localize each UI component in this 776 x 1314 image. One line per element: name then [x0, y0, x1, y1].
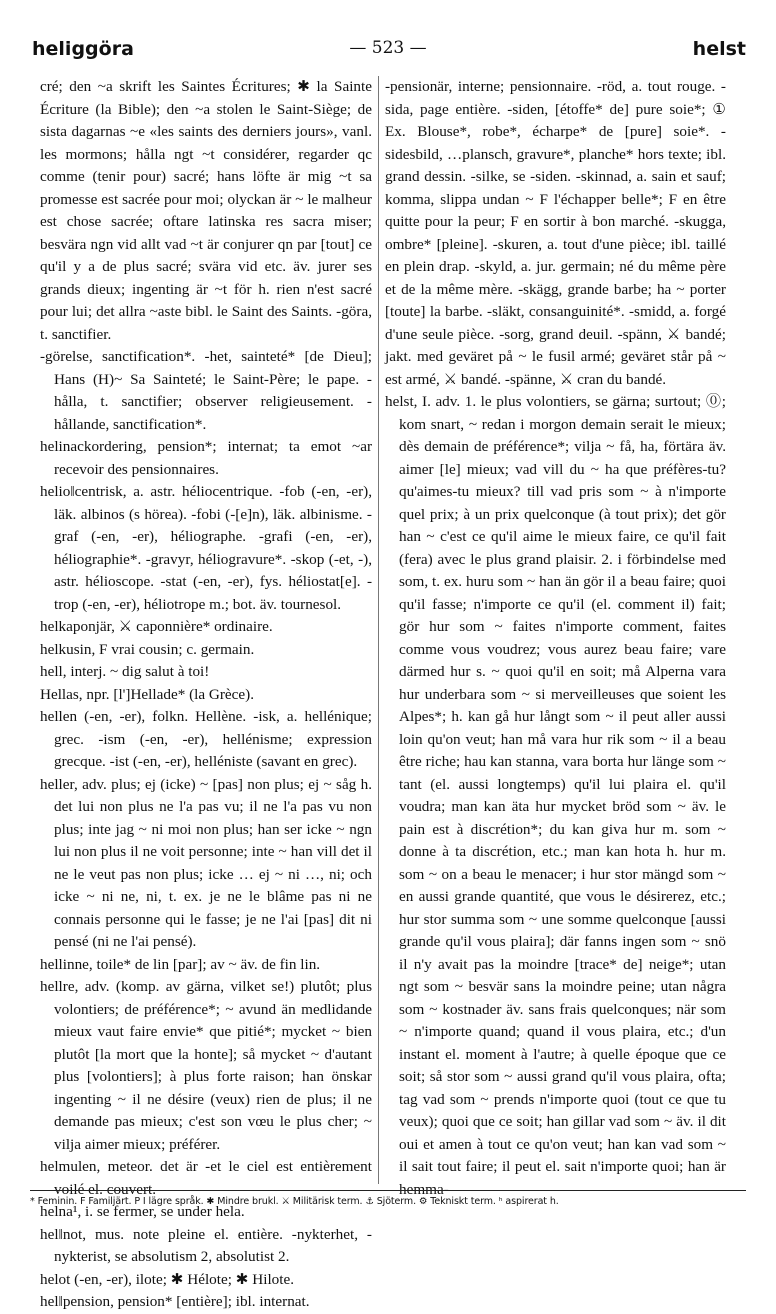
dictionary-entry: helmulen, meteor. det är -et le ciel est entièrement voilé el. couvert.: [40, 1158, 372, 1198]
page-footer: [30, 1190, 746, 1207]
dictionary-entry: helna¹, i. se fermer, se under hela.: [40, 1203, 245, 1220]
dictionary-entry: helio‖centrisk, a. astr. héliocentrique. -fob (-en, -er), läk. albinos (s hörea). -fobi (-[e]n), läk. albinisme. -graf (-en, -er), héliographe. -grafi (-en, -er), héliographie*. -gravyr, héliogravure*. -skop (-et, -), astr. hélioscope. -stat (-en, -er), fys. héliostat[e]. -trop (-en, -er), héliotrope m.; bot. äv. tournesol.: [40, 483, 372, 613]
dictionary-entry: -görelse, sanctification*. -het, sainteté* [de Dieu]; Hans (H)~ Sa Sainteté; le Saint-Père; le pape. -hålla, t. sanctifier; observer religieusement. -hållande, sanctification*.: [40, 348, 372, 433]
dictionary-entry: Hellas, npr. [l']Hellade* (la Grèce).: [40, 685, 254, 703]
dictionary-entry: hel‖not, mus. note pleine el. entière. -nykterhet, -nykterist, se absolutism 2, absolutist 2.: [40, 1225, 372, 1265]
dictionary-entry: heller, adv. plus; ej (icke) ~ [pas] non plus; ej ~ såg h. det lui non plus ne l'a pas vu; il ne l'a pas vu non plus; inte jag ~ ni moi non plus; han ser icke ~ ngn lui non plus il ne voit personne; inte ~ han vill det il ne le veut pas non plus; icke … ej ~ ni …, ni; och icke ~ ni ne, ni, t. ex. je ne le blâme pas ni ne connais personne qui le fasse; je ne l'ai [pas] dit ni pensé (ni ne l'ai pensé).: [40, 775, 372, 950]
dictionary-entry: helot (-en, -er), ilote; ✱ Hélote; ✱ Hilote.: [40, 1270, 295, 1288]
dictionary-entry: hell, interj. ~ dig salut à toi!: [40, 663, 210, 680]
dictionary-entry: helkaponjär, ⚔ caponnière* ordinaire.: [40, 618, 273, 635]
dictionary-entry: hel‖pension, pension* [entière]; ibl. internat.: [40, 1293, 310, 1310]
dictionary-entry: cré; den ~a skrift les Saintes Écritures; ✱ la Sainte Écriture (la Bible); den ~a stolen le Saint-Siège; de sista dagarnas ~e «les saints des derniers jours», vanl. les mormons; hålla ngt ~t considérer, regarder qc comme (tenir pour) sacré; hans löfte är mig ~t sa promesse est sacrée pour moi; olyckan är ~ le malheur est chose sacrée; oftare latinska res sacra miser; besvära ngn vid allt vad ~t är conjurer qn par [tout] ce qu'il y a de plus sacré; svära vid etc. äv. jurer ses grands dieux; ingenting är ~t för h. rien n'est sacré pour lui; det allra ~aste bibl. le Saint des Saints. -göra, t. sanctifier.: [40, 78, 372, 343]
dictionary-entry: hellen (-en, -er), folkn. Hellène. -isk, a. hellénique; grec. -ism (-en, -er), hellénisme; expression grecque. -ist (-en, -er), helléniste (savant en grec).: [40, 708, 372, 770]
right-column: [385, 76, 726, 1198]
page-number: — 523 —: [349, 38, 427, 58]
dictionary-entry: helkusin, F vrai cousin; c. germain.: [40, 640, 255, 658]
page-header: [30, 38, 746, 68]
left-running-headword: heliggöra: [32, 38, 134, 60]
dictionary-entry: helinackordering, pension*; internat; ta emot ~ar recevoir des pensionnaires.: [40, 438, 372, 478]
dictionary-entry: -pensionär, interne; pensionnaire. -röd, a. tout rouge. -sida, page entière. -siden, [étoffe* de] pure soie*; ① Ex. Blouse*, robe*, écharpe* de [pure] soie*. -sidesbild, …plansch, gravure*, planche* hors texte; ibl. grand dessin. -silke, se -siden. -skinnad, a. sain et sauf; komma, slippa undan ~ F l'échapper belle*; F en être quitte pour la peur; F en sortir à bon marché. -skugga, ombre* [pleine]. -skuren, a. tout d'une pièce; ibl. taillé en plein drap. -skyld, a. jur. germain; né du même père et de la même mère. -skägg, grande barbe; ha ~ porter [toute] la barbe. -släkt, consanguinité*. -smidd, a. forgé d'une seule pièce. -sorg, grand deuil. -spänn, ⚔ bandé; jakt. med geväret på ~ le fusil armé; geväret står på ~ est armé, ⚔ bandé. -spänne, ⚔ cran du bandé.: [385, 78, 726, 388]
dictionary-entry: hellinne, toile* de lin [par]; av ~ äv. de fin lin.: [40, 955, 321, 973]
abbreviation-legend: * Feminin. F Familjärt. P I lägre språk. ✱ Mindre brukl. ⚔ Militärisk term. ⚓ Sjöterm. ⚙ Tekniskt term. ʰ aspirerat h.: [30, 1196, 559, 1207]
column-divider: [378, 76, 379, 1184]
dictionary-entry: hellre, adv. (komp. av gärna, vilket se!) plutôt; plus volontiers; de préférence*; ~ avund än medlidande mieux vaut faire envie* que pitié*; mycket ~ bien plutôt [la mort que la honte]; så mycket ~ d'autant plus [volontiers]; à plus forte raison; han önskar ingenting ~ il ne désire (veux) rien de plus; il ne demande pas mieux; c'est son vœu le plus cher; ~ vilja aimer mieux; préférer.: [40, 978, 372, 1153]
right-running-headword: helst: [692, 38, 746, 60]
dictionary-entry: helst, I. adv. 1. le plus volontiers, se gärna; surtout; ⓪; kom snart, ~ redan i morgon demain serait le mieux; dès demain de préférence*; vilja ~ få, ha, förtära äv. aimer [le] mieux; vad vill du ~ ha que préfères-tu? qu'aimes-tu mieux? till vad pris som ~ à n'importe quel prix; à un prix quelconque (à tout prix); det gör han ~ c'est ce qu'il aime le mieux faire, ce qu'il fait (fera) avec le plus grand plaisir. 2. i förbindelse med som, t. ex. huru som ~ han än gör il a beau faire; quoi qu'il fasse; n'importe ce qu'il (el. comment il) fait; gör hur som ~ faites n'importe comment, faites comme vous voudrez; vous aurez beau faire; vare därmed hur s. ~ quoi qu'il en soit; må Alperna vara hur underbara som ~ si merveilleuses que soient les Alpes*; h. kan gå hur långt som ~ il peut aller aussi loin qu'on veut; han må vara hur rik som ~ il a beau être riche; hau kan stanna, vara borta hur länge som ~ tant (el. aussi longtemps) qu'il lui plaira el. qu'il voudra; man kan äta hur mycket bröd som ~ äv. le pain est à discrétion*; du kan giva hur m. som ~ donne à ta discrétion, etc.; man kan hota h. hur m. som ~ on a beau le menacer; i hur stor mängd som ~ en aussi grande quantité, que vous le désirerez, etc.; hur stor summa som ~ une somme quelconque [aussi grande qu'il vous plaira]; där fanns ingen som ~ snö il n'y avait pas la moindre [trace* de] neige*; utan ngt som ~ besvär sans la moindre peine; utan några som ~ kostnader äv. sans frais quelconques; när som ~ n'importe quand; quand il vous plaira, etc.; d'un instant el. moment à l'autre; à quelle époque que ce soit; så stor som ~ aussi grand qu'il vous plaira, ofta; tag vad som ~ prends n'importe quoi (tout ce que tu veux); quoi que ce soit; han gillar vad som ~ äv. il dit oui et amen à tout ce qu'on veut; han kan vad som ~ il sait tout faire; il peut el. sait n'importe quoi; han är hemma-: [385, 393, 726, 1198]
